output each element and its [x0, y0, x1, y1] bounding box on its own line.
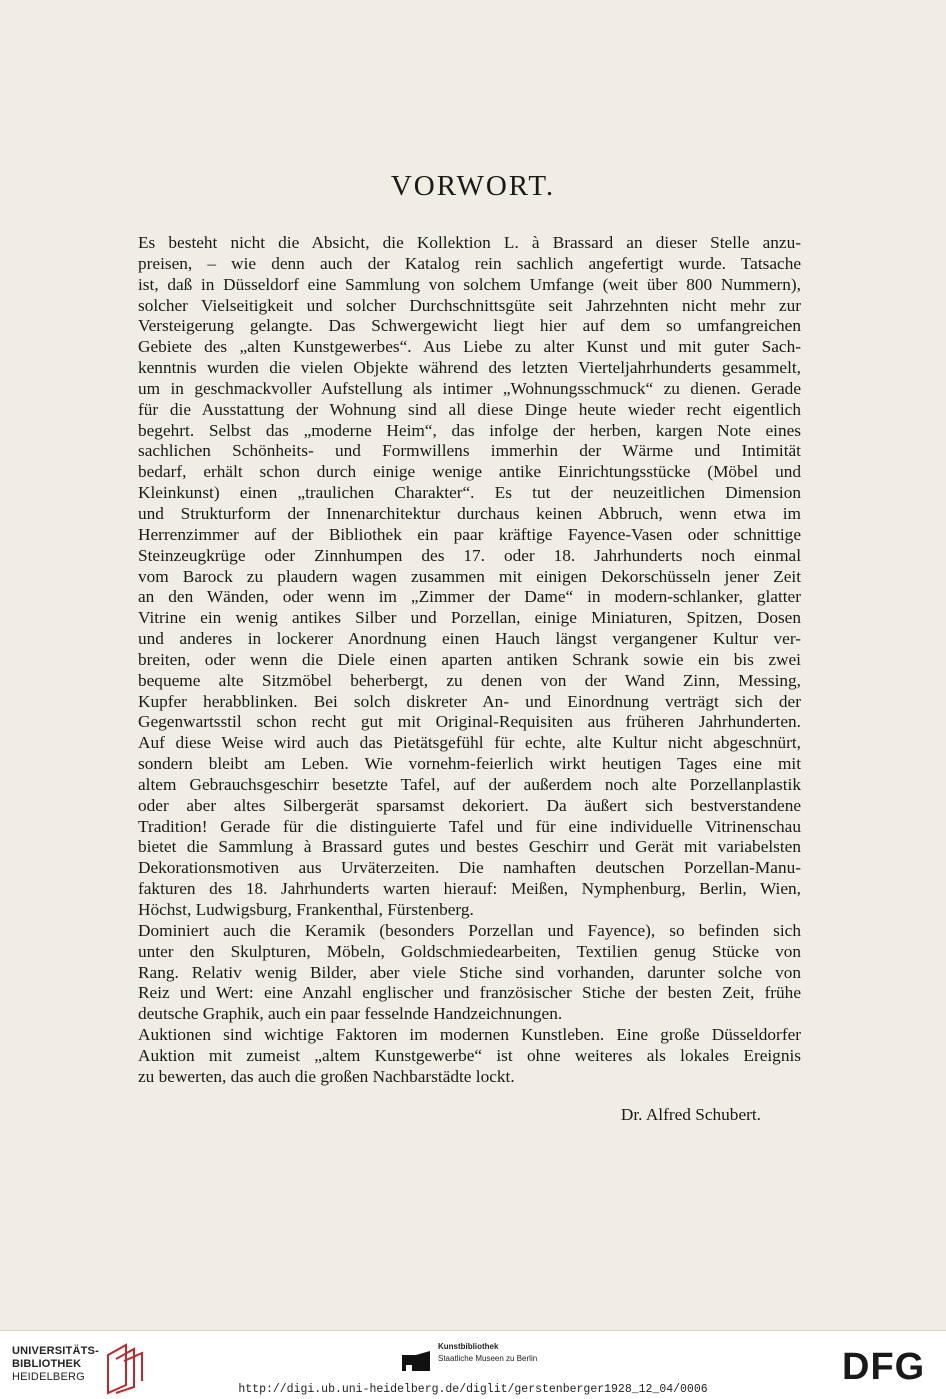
- text-line: preisen, – wie denn auch der Katalog rein sachlich angefertigt wurde. Tatsache: [138, 253, 801, 273]
- text-line: Gegenwartsstil schon recht gut mit Original-Requisiten aus früheren Jahrhunderten.: [138, 712, 801, 732]
- text-line: Tradition! Gerade für die distinguierte Tafel und für eine individuelle Vitrinenschau: [138, 816, 801, 836]
- dfg-logo[interactable]: [842, 1345, 934, 1385]
- text-line: Auktion mit zumeist „altem Kunstgewerbe“ ist ohne weiteres als lokales Ereignis: [138, 1045, 801, 1065]
- ub-line3: HEIDELBERG: [12, 1371, 85, 1383]
- text-line: Versteigerung gelangte. Das Schwergewicht liegt hier auf dem so umfangreichen: [138, 316, 801, 336]
- text-line: deutsche Graphik, auch ein paar fesselnde Handzeichnungen.: [138, 1004, 563, 1024]
- text-line: um in geschmackvoller Aufstellung als intimer „Wohnungsschmuck“ zu dienen. Gerade: [138, 378, 801, 398]
- page-title: VORWORT.: [390, 170, 556, 202]
- text-line: und Strukturform der Innenarchitektur durchaus keinen Abbruch, wenn etwa im: [138, 503, 801, 523]
- text-line: zu bewerten, das auch die großen Nachbarstädte lockt.: [138, 1066, 515, 1086]
- text-line: altem Gebrauchsgeschirr besetzte Tafel, auf der außerdem noch alte Porzellanplastik: [138, 774, 801, 794]
- text-line: oder aber altes Silbergerät sparsamst dekoriert. Da äußert sich bestverstandene: [138, 795, 801, 815]
- text-line: fakturen des 18. Jahrhunderts warten hierauf: Meißen, Nymphenburg, Berlin, Wien,: [138, 879, 801, 899]
- text-line: Herrenzimmer auf der Bibliothek ein paar kräftige Fayence-Vasen oder schnittige: [138, 524, 801, 544]
- text-line: Rang. Relativ wenig Bilder, aber viele Stiche sind vorhanden, darunter solche von: [138, 962, 801, 982]
- text-line: kenntnis wurden die vielen Objekte während des letzten Vierteljahrhunderts gesammelt,: [138, 358, 801, 378]
- text-line: Reiz und Wert: eine Anzahl englischer und französischer Stiche der besten Zeit, frühe: [138, 983, 801, 1003]
- text-line: solcher Vielseitigkeit und solcher Durchschnittsgüte seit Jahrzehnten nicht mehr zur: [138, 295, 801, 315]
- text-line: Kupfer herabblinken. Bei solch diskreter An- und Einordnung verträgt sich der: [138, 691, 801, 711]
- text-line: Steinzeugkrüge oder Zinnhumpen des 17. oder 18. Jahrhunderts noch einmal: [138, 545, 801, 565]
- permalink-url[interactable]: http://digi.ub.uni-heidelberg.de/diglit/gerstenberger1928_12_04/0006: [238, 1383, 708, 1396]
- text-line: sondern bleibt am Leben. Wie vornehm-feierlich wirkt heutigen Tages eine mit: [138, 754, 801, 774]
- foreword-text: [138, 233, 801, 1088]
- text-line: breiten, oder wenn die Diele einen aparten antiken Schrank sowie ein bis zwei: [138, 649, 801, 669]
- text-line: ist, daß in Düsseldorf eine Sammlung von solchem Umfange (weit über 800 Nummern),: [138, 274, 801, 294]
- text-line: Höchst, Ludwigsburg, Frankenthal, Fürstenberg.: [138, 900, 474, 919]
- kb-subtitle: Staatliche Museen zu Berlin: [438, 1354, 538, 1363]
- text-line: Auf diese Weise wird auch das Pietätsgefühl für echte, alte Kultur nicht abgeschnürt,: [138, 733, 801, 753]
- text-line: begehrt. Selbst das „moderne Heim“, das infolge der herben, kargen Note eines: [138, 420, 801, 440]
- text-line: Auktionen sind wichtige Faktoren im modernen Kunstleben. Eine große Düsseldorfer: [138, 1025, 801, 1045]
- text-line: bedarf, erhält schon durch einige wenige antike Einrichtungsstücke (Möbel und: [138, 462, 801, 482]
- text-line: Gebiete des „alten Kunstgewerbes“. Aus Liebe zu alter Kunst und mit guter Sach-: [138, 337, 801, 357]
- text-line: bequeme alte Sitzmöbel beherbergt, zu denen von der Wand Zinn, Messing,: [138, 670, 801, 690]
- text-line: Es besteht nicht die Absicht, die Kollektion L. à Brassard an dieser Stelle anzu-: [138, 233, 801, 252]
- text-line: bietet die Sammlung à Brassard gutes und bestes Geschirr und Gerät mit variabelsten: [138, 837, 801, 857]
- ub-line2: BIBLIOTHEK: [12, 1358, 82, 1370]
- text-line: unter den Skulpturen, Möbeln, Goldschmiedearbeiten, Textilien genug Stücke von: [138, 941, 801, 961]
- text-line: sachlichen Schönheits- und Formwillens immerhin der Wärme und Intimität: [138, 441, 801, 461]
- kunstbibliothek-icon: [402, 1351, 432, 1375]
- text-line: vom Barock zu plaudern wagen zusammen mit einigen Dekorschüsseln jener Zeit: [138, 566, 801, 586]
- text-line: Dominiert auch die Keramik (besonders Porzellan und Fayence), so befinden sich: [138, 920, 801, 940]
- signature: Dr. Alfred Schubert.: [620, 1105, 761, 1124]
- text-line: Dekorationsmotiven aus Urväterzeiten. Die namhaften deutschen Porzellan-Manu-: [138, 858, 801, 878]
- ub-line1: UNIVERSITÄTS-: [12, 1345, 99, 1357]
- text-line: für die Ausstattung der Wohnung sind all diese Dinge heute wieder recht eigentlich: [138, 399, 801, 419]
- kb-name: Kunstbibliothek: [438, 1342, 499, 1351]
- text-line: Vitrine ein wenig antikes Silber und Porzellan, einige Miniaturen, Spitzen, Dosen: [138, 608, 801, 628]
- dfg-text: DFG: [842, 1346, 926, 1385]
- text-line: und anderes in lockerer Anordnung einen Hauch längst vergangener Kultur ver-: [138, 629, 801, 649]
- kunstbibliothek-logo[interactable]: [402, 1341, 602, 1381]
- text-line: an den Wänden, oder wenn im „Zimmer der Dame“ in modern-schlanker, glatter: [138, 587, 801, 607]
- text-line: Kleinkunst) einen „traulichen Charakter“. Es tut der neuzeitlichen Dimension: [138, 483, 801, 503]
